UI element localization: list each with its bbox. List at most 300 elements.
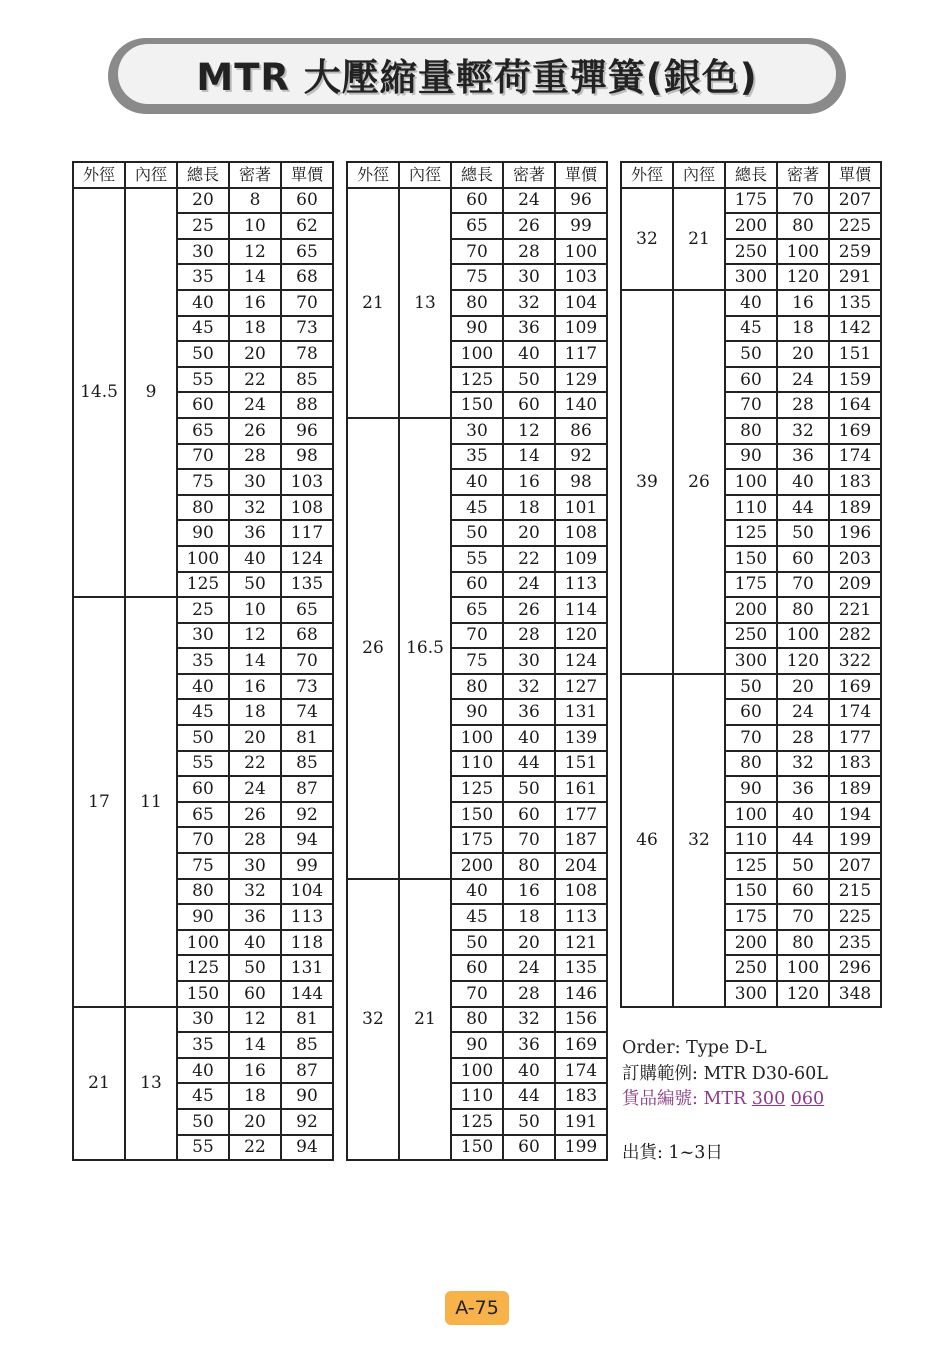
- unit-price-cell: 92: [555, 444, 607, 470]
- unit-price-cell: 221: [829, 597, 881, 623]
- solid-length-cell: 22: [229, 367, 281, 393]
- total-length-cell: 45: [451, 495, 503, 521]
- header-solid-length: 密著: [229, 162, 281, 188]
- solid-length-cell: 28: [503, 623, 555, 649]
- unit-price-cell: 96: [555, 188, 607, 214]
- solid-length-cell: 18: [777, 316, 829, 342]
- solid-length-cell: 40: [229, 546, 281, 572]
- unit-price-cell: 196: [829, 520, 881, 546]
- solid-length-cell: 14: [229, 264, 281, 290]
- unit-price-cell: 225: [829, 213, 881, 239]
- solid-length-cell: 60: [503, 802, 555, 828]
- total-length-cell: 35: [177, 648, 229, 674]
- unit-price-cell: 151: [555, 751, 607, 777]
- solid-length-cell: 70: [777, 904, 829, 930]
- solid-length-cell: 32: [229, 495, 281, 521]
- unit-price-cell: 114: [555, 597, 607, 623]
- solid-length-cell: 40: [229, 930, 281, 956]
- total-length-cell: 45: [177, 699, 229, 725]
- header-total-length: 總長: [451, 162, 503, 188]
- solid-length-cell: 40: [503, 341, 555, 367]
- solid-length-cell: 16: [229, 1058, 281, 1084]
- unit-price-cell: 131: [555, 699, 607, 725]
- header-unit-price: 單價: [555, 162, 607, 188]
- unit-price-cell: 161: [555, 776, 607, 802]
- table-header-row: [621, 162, 881, 188]
- solid-length-cell: 32: [503, 674, 555, 700]
- total-length-cell: 250: [725, 623, 777, 649]
- unit-price-cell: 104: [281, 879, 333, 905]
- unit-price-cell: 189: [829, 495, 881, 521]
- page-number: A-75: [455, 1297, 499, 1319]
- total-length-cell: 110: [451, 751, 503, 777]
- solid-length-cell: 16: [777, 290, 829, 316]
- total-length-cell: 40: [177, 1058, 229, 1084]
- unit-price-cell: 124: [281, 546, 333, 572]
- solid-length-cell: 80: [777, 597, 829, 623]
- total-length-cell: 300: [725, 264, 777, 290]
- total-length-cell: 50: [725, 341, 777, 367]
- solid-length-cell: 22: [229, 751, 281, 777]
- total-length-cell: 60: [177, 392, 229, 418]
- total-length-cell: 100: [725, 469, 777, 495]
- unit-price-cell: 127: [555, 674, 607, 700]
- total-length-cell: 25: [177, 597, 229, 623]
- total-length-cell: 40: [177, 674, 229, 700]
- product-code-part2: 060: [790, 1089, 825, 1109]
- outer-diameter-cell: 14.5: [73, 188, 125, 598]
- solid-length-cell: 80: [503, 853, 555, 879]
- outer-diameter-cell: 17: [73, 597, 125, 1007]
- product-code-part1: 300: [751, 1089, 786, 1109]
- inner-diameter-cell: 11: [125, 597, 177, 1007]
- unit-price-cell: 207: [829, 188, 881, 214]
- solid-length-cell: 50: [229, 955, 281, 981]
- outer-diameter-cell: 39: [621, 290, 673, 674]
- solid-length-cell: 28: [503, 239, 555, 265]
- total-length-cell: 60: [451, 188, 503, 214]
- solid-length-cell: 22: [503, 546, 555, 572]
- solid-length-cell: 44: [777, 495, 829, 521]
- solid-length-cell: 44: [777, 827, 829, 853]
- unit-price-cell: 169: [829, 674, 881, 700]
- unit-price-cell: 117: [555, 341, 607, 367]
- total-length-cell: 80: [177, 495, 229, 521]
- total-length-cell: 150: [451, 392, 503, 418]
- solid-length-cell: 50: [229, 572, 281, 598]
- solid-length-cell: 26: [229, 802, 281, 828]
- solid-length-cell: 50: [503, 367, 555, 393]
- unit-price-cell: 169: [829, 418, 881, 444]
- unit-price-cell: 183: [829, 469, 881, 495]
- total-length-cell: 55: [177, 751, 229, 777]
- unit-price-cell: 183: [555, 1083, 607, 1109]
- solid-length-cell: 36: [503, 316, 555, 342]
- unit-price-cell: 70: [281, 290, 333, 316]
- total-length-cell: 110: [451, 1083, 503, 1109]
- total-length-cell: 75: [177, 853, 229, 879]
- unit-price-cell: 191: [555, 1109, 607, 1135]
- solid-length-cell: 100: [777, 955, 829, 981]
- unit-price-cell: 291: [829, 264, 881, 290]
- table-row: [621, 188, 881, 214]
- unit-price-cell: 135: [281, 572, 333, 598]
- total-length-cell: 70: [177, 444, 229, 470]
- solid-length-cell: 60: [503, 1135, 555, 1161]
- solid-length-cell: 28: [777, 392, 829, 418]
- unit-price-cell: 164: [829, 392, 881, 418]
- total-length-cell: 80: [451, 290, 503, 316]
- unit-price-cell: 88: [281, 392, 333, 418]
- solid-length-cell: 70: [777, 572, 829, 598]
- solid-length-cell: 18: [229, 316, 281, 342]
- unit-price-cell: 94: [281, 1135, 333, 1161]
- solid-length-cell: 20: [229, 725, 281, 751]
- unit-price-cell: 207: [829, 853, 881, 879]
- solid-length-cell: 40: [503, 1058, 555, 1084]
- total-length-cell: 90: [725, 444, 777, 470]
- unit-price-cell: 146: [555, 981, 607, 1007]
- total-length-cell: 75: [451, 264, 503, 290]
- unit-price-cell: 108: [281, 495, 333, 521]
- solid-length-cell: 8: [229, 188, 281, 214]
- solid-length-cell: 10: [229, 597, 281, 623]
- unit-price-cell: 142: [829, 316, 881, 342]
- unit-price-cell: 174: [555, 1058, 607, 1084]
- solid-length-cell: 20: [503, 520, 555, 546]
- total-length-cell: 50: [177, 1109, 229, 1135]
- unit-price-cell: 129: [555, 367, 607, 393]
- unit-price-cell: 86: [555, 418, 607, 444]
- total-length-cell: 50: [725, 674, 777, 700]
- unit-price-cell: 120: [555, 623, 607, 649]
- total-length-cell: 55: [177, 367, 229, 393]
- total-length-cell: 100: [177, 546, 229, 572]
- solid-length-cell: 60: [777, 546, 829, 572]
- unit-price-cell: 135: [829, 290, 881, 316]
- total-length-cell: 90: [725, 776, 777, 802]
- total-length-cell: 25: [177, 213, 229, 239]
- header-unit-price: 單價: [281, 162, 333, 188]
- total-length-cell: 150: [725, 546, 777, 572]
- solid-length-cell: 30: [503, 264, 555, 290]
- header-outer-diameter: 外徑: [73, 162, 125, 188]
- total-length-cell: 175: [725, 188, 777, 214]
- solid-length-cell: 36: [777, 444, 829, 470]
- total-length-cell: 65: [177, 418, 229, 444]
- total-length-cell: 125: [451, 367, 503, 393]
- total-length-cell: 20: [177, 188, 229, 214]
- unit-price-cell: 322: [829, 648, 881, 674]
- solid-length-cell: 70: [777, 188, 829, 214]
- unit-price-cell: 118: [281, 930, 333, 956]
- total-length-cell: 65: [451, 597, 503, 623]
- solid-length-cell: 32: [503, 290, 555, 316]
- inner-diameter-cell: 32: [673, 674, 725, 1007]
- solid-length-cell: 36: [503, 1032, 555, 1058]
- total-length-cell: 125: [177, 955, 229, 981]
- solid-length-cell: 32: [777, 751, 829, 777]
- solid-length-cell: 50: [777, 853, 829, 879]
- solid-length-cell: 40: [777, 802, 829, 828]
- unit-price-cell: 124: [555, 648, 607, 674]
- total-length-cell: 125: [451, 776, 503, 802]
- title-banner-inner: [118, 44, 836, 104]
- header-solid-length: 密著: [503, 162, 555, 188]
- solid-length-cell: 18: [503, 904, 555, 930]
- solid-length-cell: 10: [229, 213, 281, 239]
- unit-price-cell: 183: [829, 751, 881, 777]
- unit-price-cell: 68: [281, 623, 333, 649]
- table-row: [73, 1007, 333, 1033]
- unit-price-cell: 62: [281, 213, 333, 239]
- table-row: [73, 188, 333, 214]
- total-length-cell: 60: [725, 367, 777, 393]
- header-solid-length: 密著: [777, 162, 829, 188]
- total-length-cell: 70: [451, 239, 503, 265]
- solid-length-cell: 30: [229, 853, 281, 879]
- total-length-cell: 75: [451, 648, 503, 674]
- total-length-cell: 35: [177, 264, 229, 290]
- inner-diameter-cell: 21: [673, 188, 725, 290]
- header-total-length: 總長: [725, 162, 777, 188]
- solid-length-cell: 16: [503, 469, 555, 495]
- total-length-cell: 110: [725, 495, 777, 521]
- solid-length-cell: 26: [229, 418, 281, 444]
- unit-price-cell: 109: [555, 316, 607, 342]
- solid-length-cell: 12: [229, 1007, 281, 1033]
- solid-length-cell: 100: [777, 239, 829, 265]
- solid-length-cell: 120: [777, 264, 829, 290]
- total-length-cell: 175: [725, 572, 777, 598]
- total-length-cell: 150: [451, 802, 503, 828]
- unit-price-cell: 282: [829, 623, 881, 649]
- total-length-cell: 40: [177, 290, 229, 316]
- solid-length-cell: 14: [229, 1032, 281, 1058]
- spec-table-2: [346, 161, 608, 1161]
- solid-length-cell: 44: [503, 1083, 555, 1109]
- total-length-cell: 30: [177, 239, 229, 265]
- unit-price-cell: 101: [555, 495, 607, 521]
- outer-diameter-cell: 26: [347, 418, 399, 879]
- total-length-cell: 60: [725, 699, 777, 725]
- unit-price-cell: 135: [555, 955, 607, 981]
- solid-length-cell: 18: [229, 1083, 281, 1109]
- header-inner-diameter: 內徑: [673, 162, 725, 188]
- solid-length-cell: 32: [229, 879, 281, 905]
- table-row: [73, 597, 333, 623]
- solid-length-cell: 12: [229, 623, 281, 649]
- unit-price-cell: 65: [281, 597, 333, 623]
- unit-price-cell: 140: [555, 392, 607, 418]
- total-length-cell: 35: [451, 444, 503, 470]
- solid-length-cell: 60: [503, 392, 555, 418]
- unit-price-cell: 60: [281, 188, 333, 214]
- total-length-cell: 300: [725, 981, 777, 1007]
- solid-length-cell: 14: [503, 444, 555, 470]
- total-length-cell: 30: [177, 1007, 229, 1033]
- table-row: [347, 879, 607, 905]
- solid-length-cell: 28: [229, 827, 281, 853]
- total-length-cell: 200: [725, 930, 777, 956]
- unit-price-cell: 70: [281, 648, 333, 674]
- solid-length-cell: 24: [777, 367, 829, 393]
- total-length-cell: 90: [451, 1032, 503, 1058]
- unit-price-cell: 78: [281, 341, 333, 367]
- unit-price-cell: 108: [555, 879, 607, 905]
- solid-length-cell: 40: [777, 469, 829, 495]
- solid-length-cell: 20: [229, 1109, 281, 1135]
- solid-length-cell: 28: [229, 444, 281, 470]
- total-length-cell: 50: [177, 725, 229, 751]
- unit-price-cell: 215: [829, 879, 881, 905]
- order-type-line: Order: Type D-L: [622, 1038, 767, 1058]
- solid-length-cell: 20: [777, 674, 829, 700]
- outer-diameter-cell: 46: [621, 674, 673, 1007]
- unit-price-cell: 296: [829, 955, 881, 981]
- unit-price-cell: 204: [555, 853, 607, 879]
- total-length-cell: 175: [725, 904, 777, 930]
- page-title: MTR 大壓縮量輕荷重彈簧(銀色): [196, 56, 758, 99]
- solid-length-cell: 16: [229, 290, 281, 316]
- unit-price-cell: 235: [829, 930, 881, 956]
- solid-length-cell: 26: [503, 213, 555, 239]
- product-code-line: [622, 1087, 828, 1113]
- unit-price-cell: 87: [281, 776, 333, 802]
- unit-price-cell: 81: [281, 725, 333, 751]
- total-length-cell: 45: [177, 316, 229, 342]
- total-length-cell: 250: [725, 239, 777, 265]
- unit-price-cell: 113: [281, 904, 333, 930]
- total-length-cell: 40: [451, 469, 503, 495]
- inner-diameter-cell: 9: [125, 188, 177, 598]
- solid-length-cell: 12: [503, 418, 555, 444]
- total-length-cell: 35: [177, 1032, 229, 1058]
- unit-price-cell: 174: [829, 699, 881, 725]
- total-length-cell: 200: [725, 597, 777, 623]
- header-outer-diameter: 外徑: [621, 162, 673, 188]
- shipping-note: 出貨: 1~3日: [622, 1143, 723, 1163]
- unit-price-cell: 73: [281, 674, 333, 700]
- unit-price-cell: 113: [555, 904, 607, 930]
- solid-length-cell: 44: [503, 751, 555, 777]
- total-length-cell: 150: [725, 879, 777, 905]
- solid-length-cell: 30: [229, 469, 281, 495]
- total-length-cell: 65: [177, 802, 229, 828]
- total-length-cell: 80: [725, 418, 777, 444]
- total-length-cell: 200: [451, 853, 503, 879]
- unit-price-cell: 85: [281, 751, 333, 777]
- solid-length-cell: 24: [503, 572, 555, 598]
- total-length-cell: 60: [451, 572, 503, 598]
- total-length-cell: 45: [177, 1083, 229, 1109]
- solid-length-cell: 80: [777, 213, 829, 239]
- total-length-cell: 80: [177, 879, 229, 905]
- solid-length-cell: 24: [229, 776, 281, 802]
- solid-length-cell: 30: [503, 648, 555, 674]
- unit-price-cell: 174: [829, 444, 881, 470]
- unit-price-cell: 100: [555, 239, 607, 265]
- solid-length-cell: 40: [503, 725, 555, 751]
- inner-diameter-cell: 13: [399, 188, 451, 418]
- total-length-cell: 100: [177, 930, 229, 956]
- total-length-cell: 250: [725, 955, 777, 981]
- total-length-cell: 60: [177, 776, 229, 802]
- unit-price-cell: 81: [281, 1007, 333, 1033]
- total-length-cell: 175: [451, 827, 503, 853]
- header-unit-price: 單價: [829, 162, 881, 188]
- unit-price-cell: 94: [281, 827, 333, 853]
- unit-price-cell: 189: [829, 776, 881, 802]
- total-length-cell: 55: [451, 546, 503, 572]
- solid-length-cell: 100: [777, 623, 829, 649]
- unit-price-cell: 121: [555, 930, 607, 956]
- unit-price-cell: 117: [281, 520, 333, 546]
- total-length-cell: 200: [725, 213, 777, 239]
- table-row: [621, 290, 881, 316]
- outer-diameter-cell: 21: [347, 188, 399, 418]
- unit-price-cell: 159: [829, 367, 881, 393]
- total-length-cell: 75: [177, 469, 229, 495]
- unit-price-cell: 103: [555, 264, 607, 290]
- total-length-cell: 150: [177, 981, 229, 1007]
- total-length-cell: 100: [451, 1058, 503, 1084]
- unit-price-cell: 187: [555, 827, 607, 853]
- total-length-cell: 40: [451, 879, 503, 905]
- unit-price-cell: 151: [829, 341, 881, 367]
- solid-length-cell: 24: [777, 699, 829, 725]
- unit-price-cell: 96: [281, 418, 333, 444]
- total-length-cell: 40: [725, 290, 777, 316]
- solid-length-cell: 50: [503, 776, 555, 802]
- total-length-cell: 125: [725, 853, 777, 879]
- header-inner-diameter: 內徑: [399, 162, 451, 188]
- unit-price-cell: 194: [829, 802, 881, 828]
- unit-price-cell: 169: [555, 1032, 607, 1058]
- total-length-cell: 90: [451, 699, 503, 725]
- solid-length-cell: 32: [777, 418, 829, 444]
- solid-length-cell: 18: [503, 495, 555, 521]
- unit-price-cell: 98: [555, 469, 607, 495]
- total-length-cell: 70: [177, 827, 229, 853]
- header-inner-diameter: 內徑: [125, 162, 177, 188]
- solid-length-cell: 24: [229, 392, 281, 418]
- table-row: [347, 418, 607, 444]
- unit-price-cell: 99: [281, 853, 333, 879]
- total-length-cell: 50: [177, 341, 229, 367]
- solid-length-cell: 70: [503, 827, 555, 853]
- solid-length-cell: 22: [229, 1135, 281, 1161]
- inner-diameter-cell: 16.5: [399, 418, 451, 879]
- solid-length-cell: 32: [503, 1007, 555, 1033]
- table-header-row: [347, 162, 607, 188]
- unit-price-cell: 109: [555, 546, 607, 572]
- total-length-cell: 100: [451, 725, 503, 751]
- spec-table-1: [72, 161, 334, 1161]
- inner-diameter-cell: 13: [125, 1007, 177, 1161]
- unit-price-cell: 92: [281, 1109, 333, 1135]
- solid-length-cell: 60: [777, 879, 829, 905]
- unit-price-cell: 73: [281, 316, 333, 342]
- total-length-cell: 125: [177, 572, 229, 598]
- unit-price-cell: 87: [281, 1058, 333, 1084]
- total-length-cell: 80: [725, 751, 777, 777]
- total-length-cell: 90: [177, 520, 229, 546]
- solid-length-cell: 50: [777, 520, 829, 546]
- header-outer-diameter: 外徑: [347, 162, 399, 188]
- solid-length-cell: 20: [229, 341, 281, 367]
- outer-diameter-cell: 32: [621, 188, 673, 290]
